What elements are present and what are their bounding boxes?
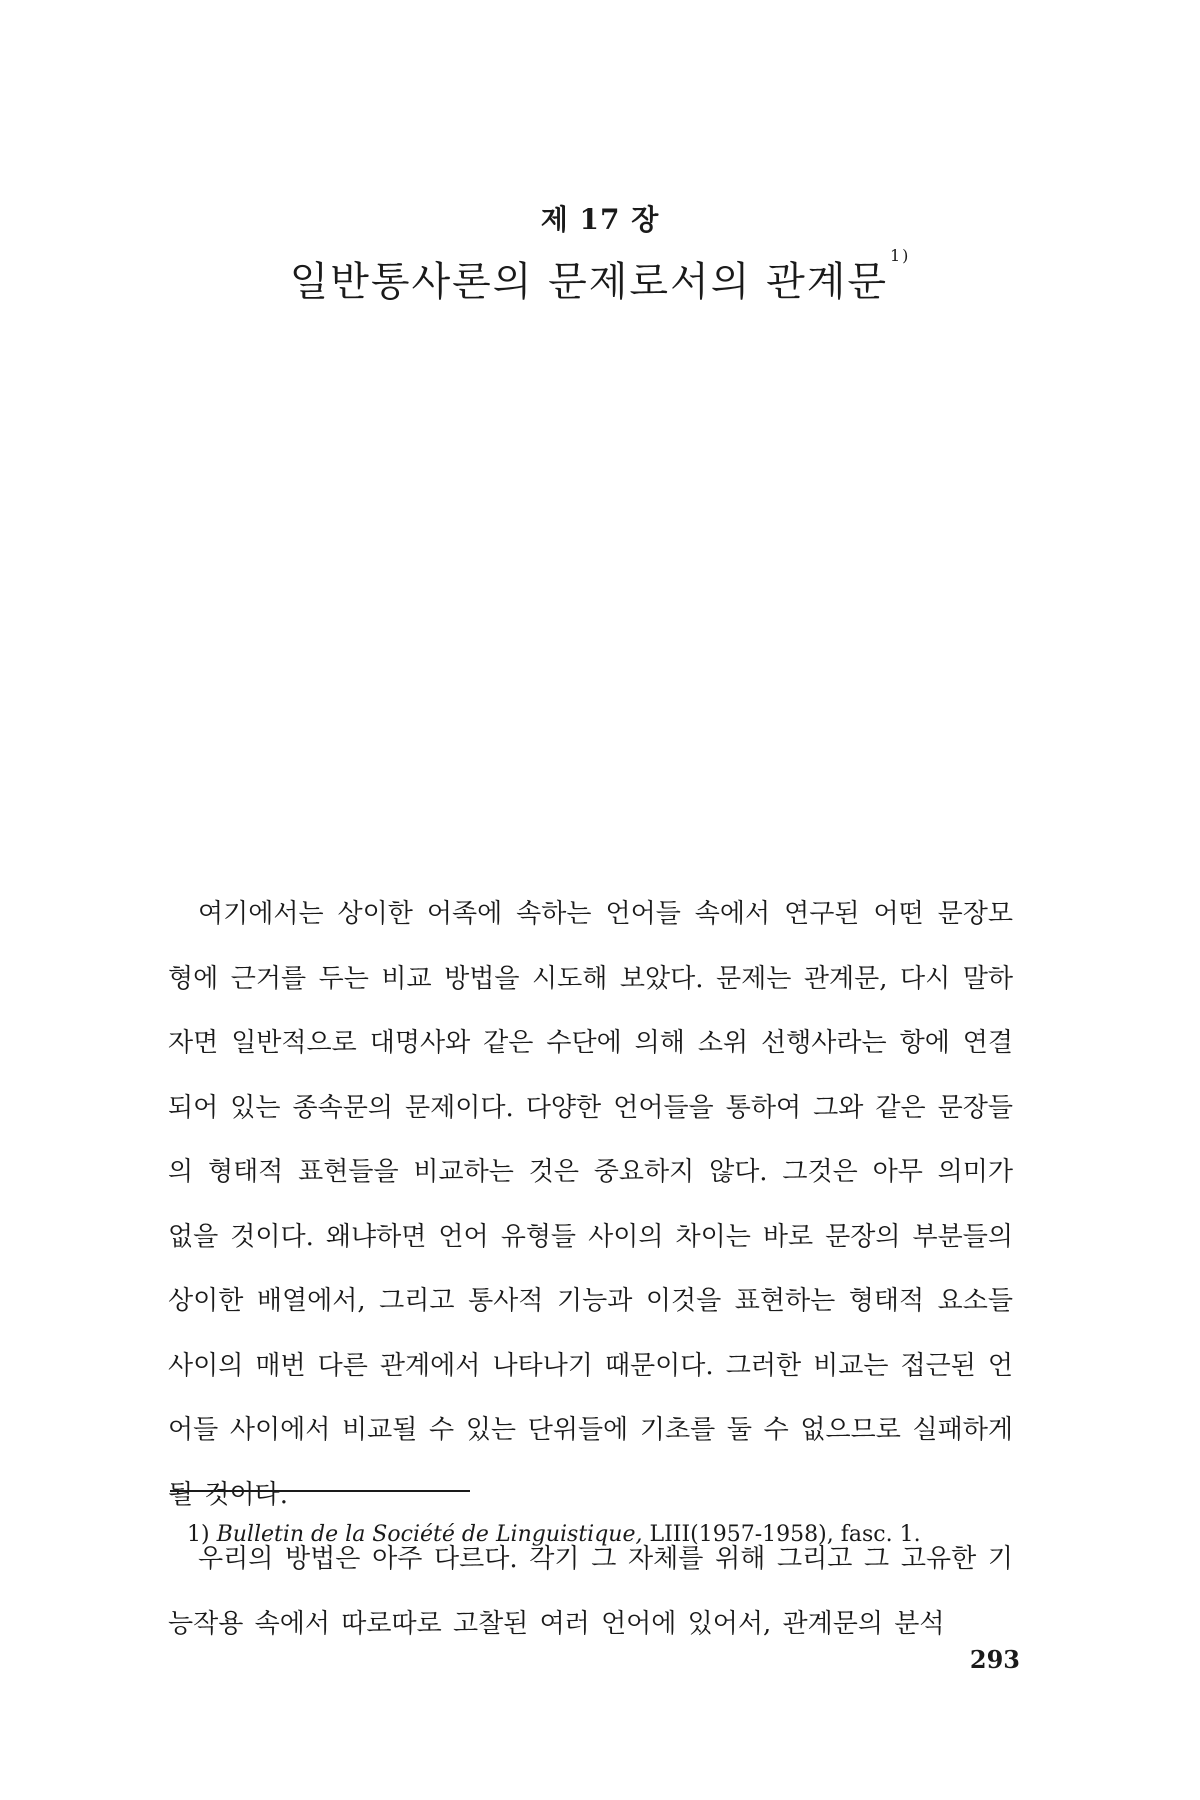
paragraph-1: 여기에서는 상이한 어족에 속하는 언어들 속에서 연구된 어떤 문장모형에 근거를 두는 비교 방법을 시도해 보았다. 문제는 관계문, 다시 말하자면 일반적으로 대명사와 같은 수단에 의해 소위 선행사라는 항에 연결되어 있는 종속문의 문제이다. 다양한 언어들을 통하여 그와 같은 문장들의 형태적 표현들을 비교하는 것은 중요하지 않다. 그것은 아무 의미가 없을 것이다. 왜냐하면 언어 유형들 사이의 차이는 바로 문장의 부분들의 상이한 배열에서, 그리고 통사적 기능과 이것을 표현하는 형태적 요소들 사이의 매번 다른 관계에서 나타나기 때문이다. 그러한 비교는 접근된 언어들 사이에서 비교될 수 있는 단위들에 기초를 둘 수 없으므로 실패하게 될 것이다. xyxy=(168,899,1013,1510)
footnote-divider xyxy=(170,1490,470,1492)
paragraph-2: 우리의 방법은 아주 다르다. 각기 그 자체를 위해 그리고 그 고유한 기능작용 속에서 따로따로 고찰된 여러 언어에 있어서, 관계문의 분석 xyxy=(168,1544,1013,1639)
title-footnote-mark[interactable]: 1) xyxy=(889,246,911,265)
footnote-marker: 1) xyxy=(187,1522,210,1547)
footnote xyxy=(187,1520,1047,1550)
chapter-label: 제 17 장 xyxy=(540,203,660,236)
footnote-journal: Bulletin de la Société de Linguistique, xyxy=(216,1522,643,1547)
chapter-title xyxy=(0,246,1200,307)
chapter-title-text: 일반통사론의 문제로서의 관계문 xyxy=(289,259,888,305)
footnote-details: LIII(1957-1958), fasc. 1. xyxy=(649,1522,921,1547)
page-number: 293 xyxy=(969,1645,1020,1674)
